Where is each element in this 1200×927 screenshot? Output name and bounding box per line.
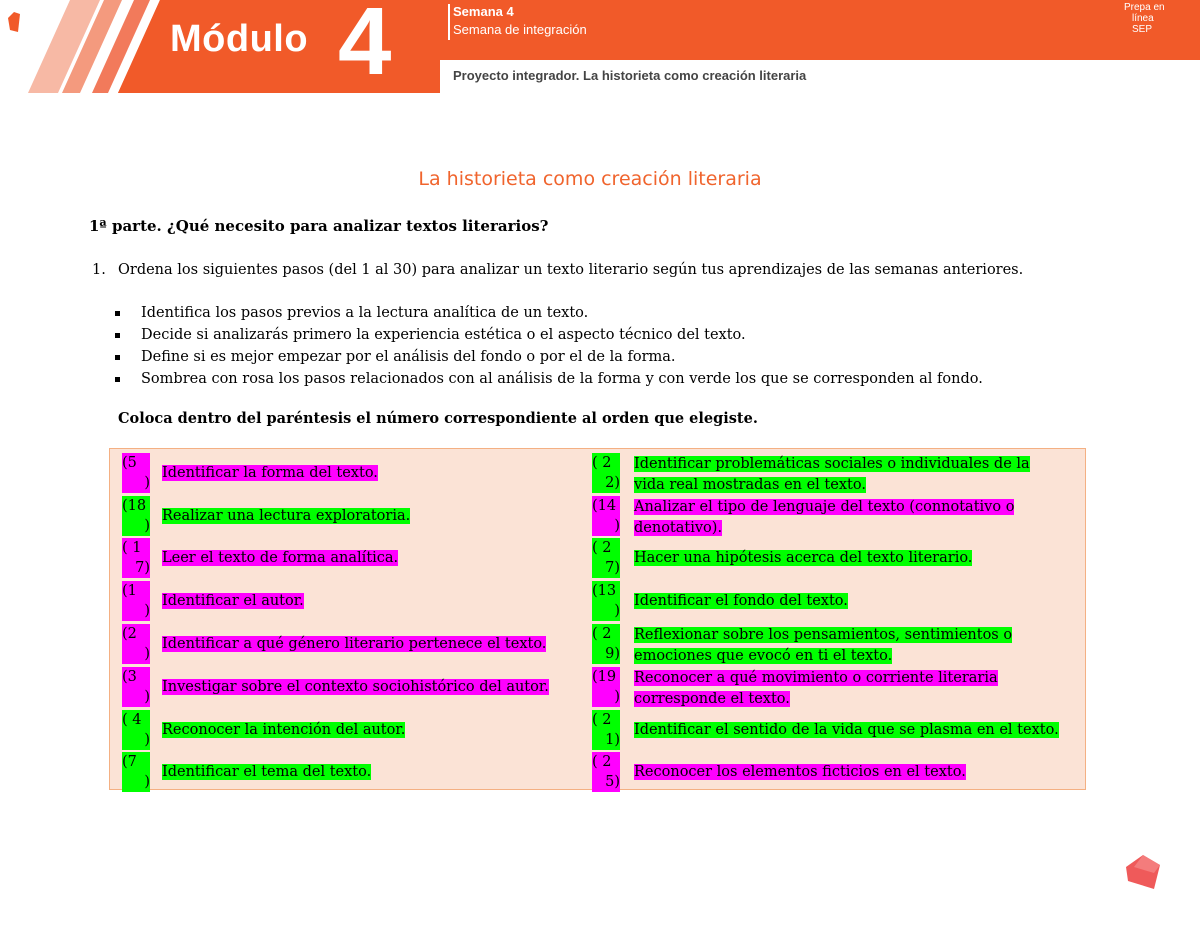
step-number-left-4[interactable]: (1 ) [122,583,150,619]
bullet-square-icon [115,377,120,382]
prepa-en-linea-logo-icon [0,0,90,44]
bullet-item: Decide si analizarás primero la experiencia estética o el aspecto técnico del texto. [115,324,983,346]
header-divider [448,4,450,40]
step-number-right-6[interactable]: (19 ) [592,669,620,705]
document-title: La historieta como creación literaria [418,168,762,190]
step-number-left-2[interactable]: (18 ) [122,498,150,534]
header-banner [0,0,1200,95]
bullet-item: Define si es mejor empezar por el análisis del fondo o por el de la forma. [115,346,983,368]
project-title: Proyecto integrador. La historieta como creación literaria [453,68,807,83]
step-number-left-8[interactable]: (7 ) [122,754,150,790]
bullet-square-icon [115,311,120,316]
instruction-text: Ordena los siguientes pasos (del 1 al 30) para analizar un texto literario según tus aprendizajes de las semanas anteriores. [118,262,1024,278]
decorative-diamond-icon [1124,853,1162,891]
module-number: 4 [338,0,392,95]
bullet-list [115,302,983,390]
step-text-right-8: Reconocer los elementos ficticios en el texto. [634,764,966,780]
logo-text: Prepa en línea SEP [1124,2,1165,35]
step-text-left-8: Identificar el tema del texto. [162,764,372,780]
steps-table [109,448,1086,790]
bullet-item: Sombrea con rosa los pasos relacionados con al análisis de la forma y con verde los que se corresponden al fondo. [115,368,983,390]
step-number-right-4[interactable]: (13 ) [592,583,620,619]
week-subtitle: Semana de integración [453,22,587,37]
step-text-left-2: Realizar una lectura exploratoria. [162,508,411,524]
step-text-right-4: Identificar el fondo del texto. [634,593,848,609]
week-title: Semana 4 [453,4,514,19]
step-number-left-1[interactable]: (5 ) [122,455,150,491]
step-text-left-5: Identificar a qué género literario pertenece el texto. [162,636,547,652]
step-number-left-7[interactable]: ( 4 ) [122,712,150,748]
step-text-right-7: Identificar el sentido de la vida que se plasma en el texto. [634,722,1059,738]
step-number-right-8[interactable]: ( 2 5) [592,754,620,790]
step-text-left-7: Reconocer la intención del autor. [162,722,406,738]
step-text-right-3: Hacer una hipótesis acerca del texto literario. [634,550,973,566]
step-text-right-5: Reflexionar sobre los pensamientos, sentimientos o emociones que evocó en ti el texto. [634,627,1013,664]
step-text-left-1: Identificar la forma del texto. [162,465,378,481]
step-number-right-7[interactable]: ( 2 1) [592,712,620,748]
bullet-square-icon [115,333,120,338]
bullet-item: Identifica los pasos previos a la lectura analítica de un texto. [115,302,983,324]
step-text-left-3: Leer el texto de forma analítica. [162,550,399,566]
part-title: 1ª parte. ¿Qué necesito para analizar textos literarios? [89,217,549,235]
step-text-left-4: Identificar el autor. [162,593,304,609]
step-number-right-2[interactable]: (14 ) [592,498,620,534]
step-text-right-6: Reconocer a qué movimiento o corriente literaria corresponde el texto. [634,670,998,707]
module-label: Módulo [170,18,309,60]
step-number-left-5[interactable]: (2 ) [122,626,150,662]
step-text-right-2: Analizar el tipo de lenguaje del texto (connotativo o denotativo). [634,499,1015,536]
step-text-right-1: Identificar problemáticas sociales o individuales de la vida real mostradas en el texto. [634,456,1030,493]
instruction-number: 1. [92,262,106,278]
step-number-right-1[interactable]: ( 2 2) [592,455,620,491]
order-instruction: Coloca dentro del paréntesis el número correspondiente al orden que elegiste. [118,410,758,427]
step-number-right-3[interactable]: ( 2 7) [592,540,620,576]
step-text-left-6: Investigar sobre el contexto sociohistórico del autor. [162,679,549,695]
bullet-square-icon [115,355,120,360]
step-number-left-6[interactable]: (3 ) [122,669,150,705]
instruction [92,262,1023,278]
step-number-right-5[interactable]: ( 2 9) [592,626,620,662]
step-number-left-3[interactable]: ( 1 7) [122,540,150,576]
